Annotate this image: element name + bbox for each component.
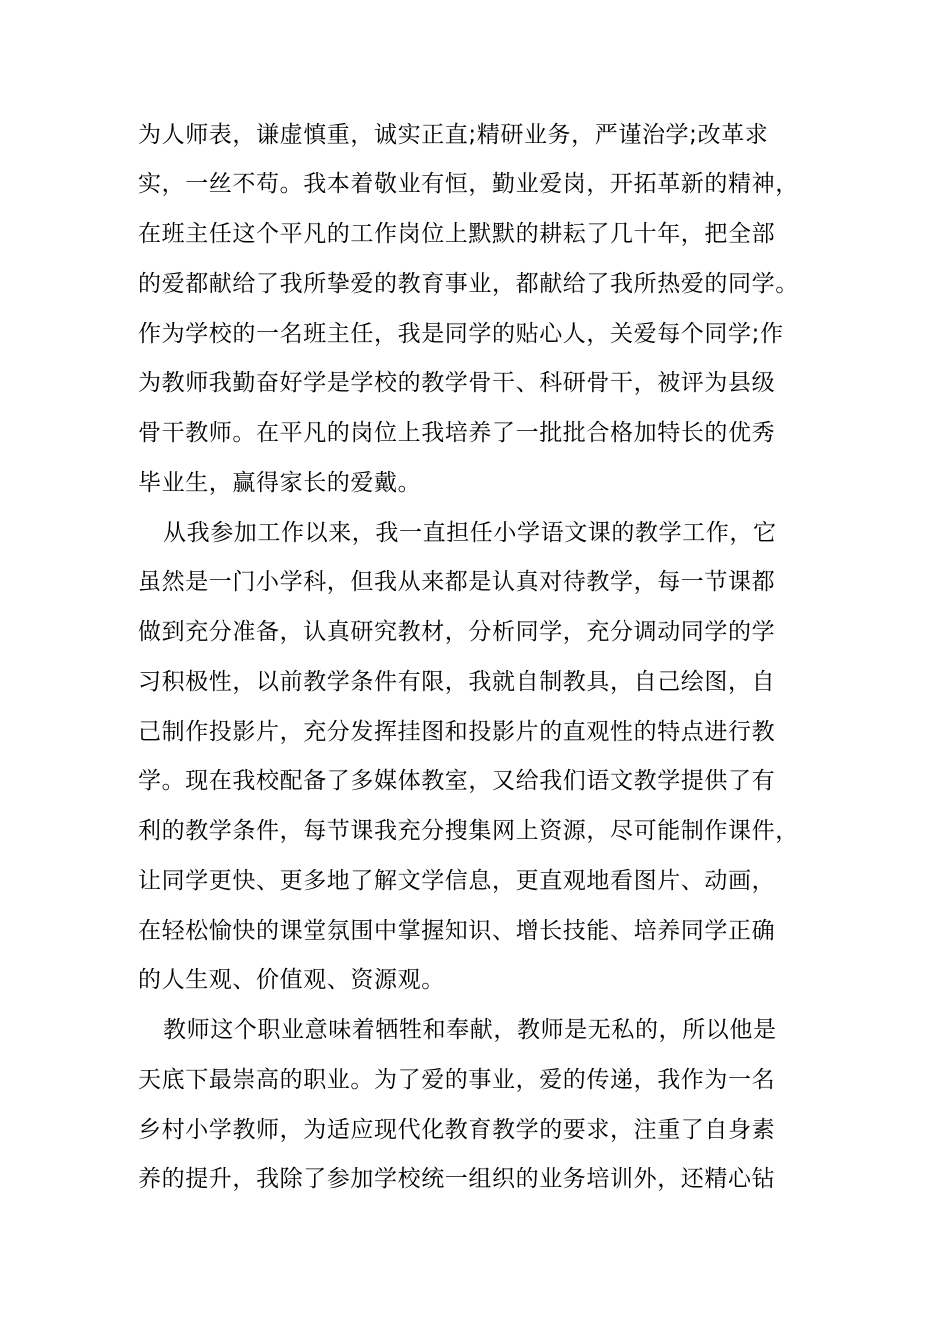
text-line: 做到充分准备，认真研究教材，分析同学，充分调动同学的学 (138, 619, 776, 645)
paragraph-start-line: 从我参加工作以来，我一直担任小学语文课的教学工作，它 (163, 520, 777, 546)
text-line: 天底下最崇高的职业。为了爱的事业，爱的传递，我作为一名 (138, 1067, 776, 1093)
text-line: 实，一丝不苟。我本着敬业有恒，勤业爱岗，开拓革新的精神， (138, 171, 799, 197)
text-line: 作为学校的一名班主任，我是同学的贴心人，关爱每个同学;作 (138, 321, 784, 347)
text-line: 利的教学条件，每节课我充分搜集网上资源，尽可能制作课件， (138, 818, 799, 844)
text-line: 骨干教师。在平凡的岗位上我培养了一批批合格加特长的优秀 (138, 420, 776, 446)
paragraph-start-line: 教师这个职业意味着牺牲和奉献，教师是无私的，所以他是 (163, 1017, 777, 1043)
text-line: 为人师表，谦虚慎重，诚实正直;精研业务，严谨治学;改革求 (138, 122, 769, 148)
text-line: 让同学更快、更多地了解文学信息，更直观地看图片、动画， (138, 868, 776, 894)
text-line: 学。现在我校配备了多媒体教室，又给我们语文教学提供了有 (138, 768, 776, 794)
text-line: 习积极性，以前教学条件有限，我就自制教具，自己绘图，自 (138, 669, 776, 695)
text-line: 为教师我勤奋好学是学校的教学骨干、科研骨干，被评为县级 (138, 370, 776, 396)
text-line: 的爱都献给了我所挚爱的教育事业，都献给了我所热爱的同学。 (138, 271, 799, 297)
text-line: 的人生观、价值观、资源观。 (138, 967, 445, 993)
text-line: 养的提升，我除了参加学校统一组织的业务培训外，还精心钻 (138, 1166, 776, 1192)
text-line: 乡村小学教师，为适应现代化教育教学的要求，注重了自身素 (138, 1117, 776, 1143)
text-line: 在轻松愉快的课堂氛围中掌握知识、增长技能、培养同学正确 (138, 918, 776, 944)
text-line: 己制作投影片，充分发挥挂图和投影片的直观性的特点进行教 (138, 719, 776, 745)
text-line: 虽然是一门小学科，但我从来都是认真对待教学，每一节课都 (138, 569, 776, 595)
text-line: 在班主任这个平凡的工作岗位上默默的耕耘了几十年，把全部 (138, 221, 776, 247)
text-line: 毕业生，赢得家长的爱戴。 (138, 470, 422, 496)
